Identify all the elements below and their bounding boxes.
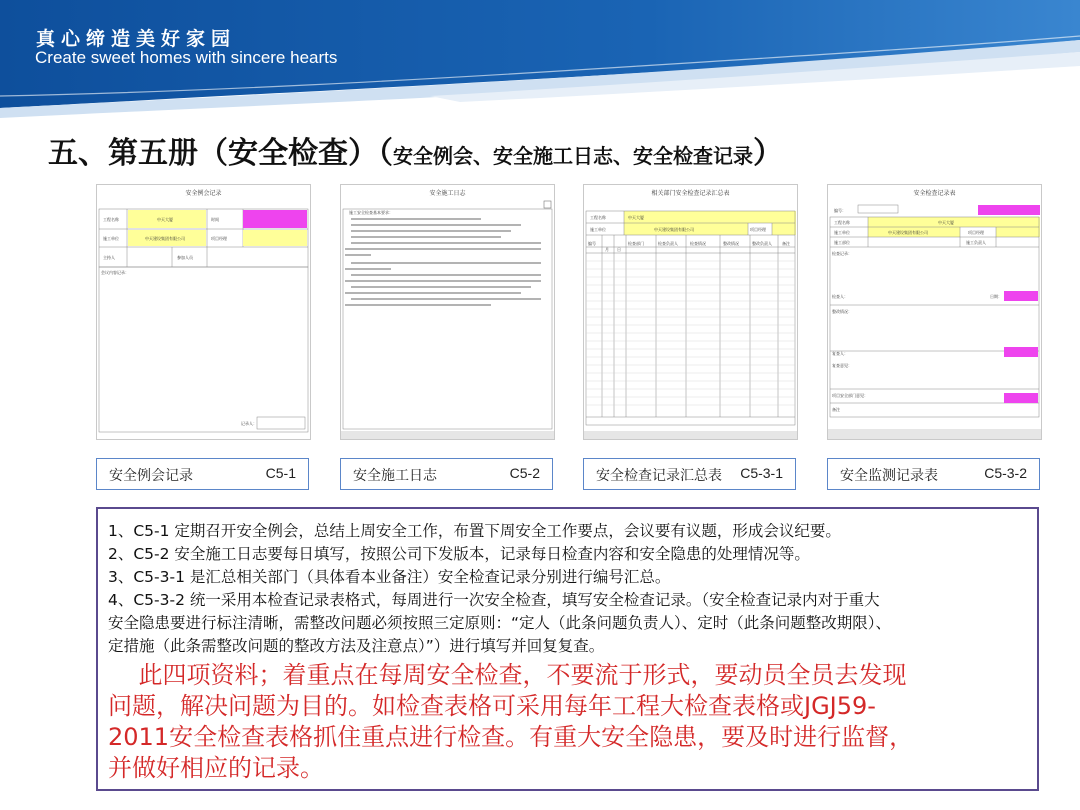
form-thumbnail-inspection-record (827, 184, 1042, 440)
form-label: 时间 (211, 217, 219, 222)
form-label: 中天建设集团有限公司 (145, 236, 185, 241)
slogan-english: Create sweet homes with sincere hearts (35, 48, 338, 67)
form-label: 中天大厦 (938, 220, 954, 225)
caption-label: 安全检查记录汇总表 (596, 468, 722, 484)
form-label: 项目经理 (750, 227, 766, 232)
form-label: 编号： (834, 208, 846, 213)
form-label: 整改情况： (832, 309, 852, 314)
caption-code: C5-3-1 (740, 465, 783, 481)
form-label: 施工单位 (834, 230, 850, 235)
form-label: 检查情况 (690, 241, 706, 246)
note-line: 定措施（此条需整改问题的整改方法及注意点）”）进行填写并回复复查。 (108, 637, 605, 655)
form-label: 项目经理 (968, 230, 984, 235)
form-label: 检查负责人 (658, 241, 678, 246)
form-label: 备注 (782, 241, 790, 246)
form-label: 施工单位 (103, 236, 119, 241)
note-line: 2、C5-2 安全施工日志要每日填写，按照公司下发版本，记录每日检查内容和安全隐患的处理情况等。 (108, 545, 810, 563)
form-label: 复查人： (832, 351, 848, 356)
form-label: 月 (605, 247, 609, 252)
note-line: 3、C5-3-1 是汇总相关部门（具体看本业备注）安全检查记录分别进行编号汇总。 (108, 568, 671, 586)
form-label: 中天大厦 (628, 215, 644, 220)
slogan-chinese: 真心缔造美好家园 (36, 28, 237, 50)
caption-label: 安全监测记录表 (840, 468, 938, 484)
page-title (48, 128, 783, 172)
form-thumbnail-construction-log (340, 184, 555, 440)
form-label: 整改负责人 (752, 241, 772, 246)
form-label: 施工单位 (590, 227, 606, 232)
title-close: ） (753, 136, 783, 171)
form-label: 参加人员 (177, 255, 193, 260)
title-main: 五、第五册（安全检查）（ (48, 136, 393, 171)
form-label: 中天建设集团有限公司 (654, 227, 694, 232)
form-label: 会议内容记录： (101, 270, 129, 275)
form-grid (97, 185, 310, 439)
form-label: 日期： (990, 294, 1002, 299)
form-label: 记录人： (241, 421, 257, 426)
form-label: 备注 (832, 407, 840, 412)
caption-meeting-record (96, 458, 309, 490)
header-banner (0, 0, 1080, 120)
form-label: 工程名称 (590, 215, 606, 220)
form-label: 工程名称 (834, 220, 850, 225)
form-label: 项目安全部门意见： (832, 393, 868, 398)
caption-construction-log (340, 458, 553, 490)
notes-box (96, 507, 1039, 791)
form-label: 中天建设集团有限公司 (888, 230, 928, 235)
form-label: 检查人： (832, 294, 848, 299)
form-label: 工程名称 (103, 217, 119, 222)
form-title: 安全例会记录 (185, 190, 222, 197)
caption-code: C5-3-2 (984, 465, 1027, 481)
form-label: 复查意见： (832, 363, 852, 368)
emphasis-line: 并做好相应的记录。 (108, 754, 324, 782)
form-grid (584, 185, 797, 439)
form-label: 检查部门 (628, 241, 644, 246)
caption-monitoring-record (827, 458, 1040, 490)
form-label: 整改情况 (723, 241, 739, 246)
caption-code: C5-2 (509, 465, 540, 481)
form-label: 施工部位 (834, 240, 850, 245)
title-sub: 安全例会、安全施工日志、安全检查记录 (393, 144, 753, 168)
note-line: 1、C5-1 定期召开安全例会，总结上周安全工作，布置下周安全工作要点，会议要有议题，形成会议纪要。 (108, 522, 841, 540)
caption-code: C5-1 (265, 465, 296, 481)
form-label: 施工负责人 (966, 240, 986, 245)
form-label: 日 (617, 247, 621, 252)
form-label: 检查记录： (832, 251, 852, 256)
note-line: 4、C5-3-2 统一采用本检查记录表格式，每周进行一次安全检查，填写安全检查记录。（安全检查记录内对于重大 (108, 591, 880, 609)
form-label: 主持人 (103, 255, 115, 260)
caption-label: 安全施工日志 (353, 468, 437, 484)
form-grid (341, 185, 554, 439)
form-label: 中天大厦 (157, 217, 173, 222)
form-title: 相关部门安全检查记录汇总表 (651, 190, 730, 197)
form-title: 安全施工日志 (429, 190, 466, 197)
form-label: 施工安全检查基本要求： (349, 210, 393, 215)
emphasis-line: 2011安全检查表格抓住重点进行检查。有重大安全隐患，要及时进行监督， (108, 723, 914, 751)
form-label: 编号 (588, 241, 596, 246)
emphasis-line: 问题，解决问题为目的。如检查表格可采用每年工程大检查表格或JGJ59- (108, 692, 876, 720)
caption-label: 安全例会记录 (109, 468, 193, 484)
emphasis-line: 此四项资料；着重点在每周安全检查，不要流于形式，要动员全员去发现 (108, 661, 907, 689)
form-title: 安全检查记录表 (913, 190, 956, 197)
form-label: 项目经理 (211, 236, 227, 241)
note-line: 安全隐患要进行标注清晰，需整改问题必须按照三定原则：“定人（此条问题负责人）、定时（此条问题整改期限）、 (108, 614, 892, 632)
form-thumbnail-meeting-record (96, 184, 311, 440)
form-thumbnail-inspection-summary (583, 184, 798, 440)
caption-inspection-summary (583, 458, 796, 490)
form-grid (828, 185, 1041, 439)
